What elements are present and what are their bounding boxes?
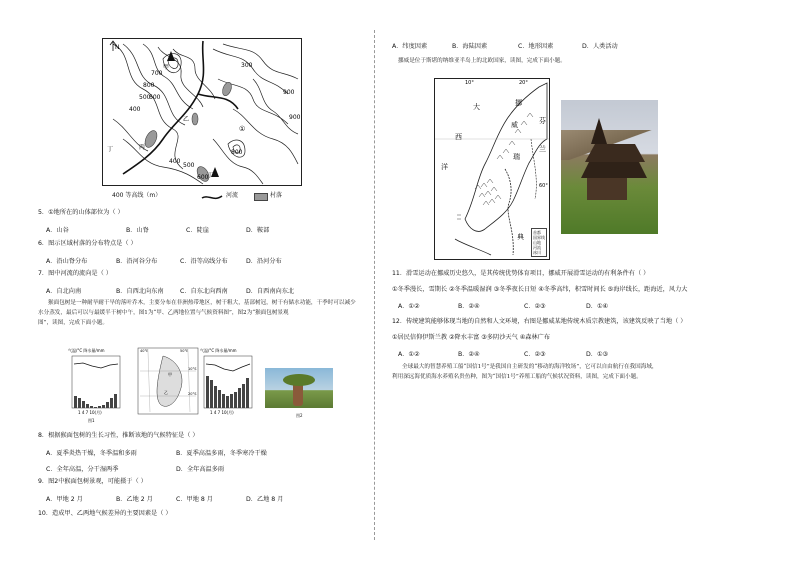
contour-label: 400 <box>169 158 181 165</box>
q6-option-d[interactable]: D．沿河分布 <box>246 258 282 265</box>
contour-label: 300 <box>241 62 253 69</box>
right-column <box>390 0 794 562</box>
ocean-label-1: 大 <box>473 103 480 111</box>
passage-guoxin-1: 全球最大的智慧养殖工船“国信1号”是我国自主研发的“移动的海洋牧场”，它可以自由航行在我国海域， 利用深远海优质海水养殖名贵鱼种，图为“国信1号”养殖工船的气候状况资料，读图，完成下面小题。 <box>392 364 658 380</box>
q10-option-c[interactable]: C．地形因素 <box>518 43 554 50</box>
q5-option-b[interactable]: B．山脊 <box>126 227 149 234</box>
map-point-jia: 甲 <box>168 372 172 377</box>
q11-option-d[interactable]: D．①④ <box>586 303 609 310</box>
figure-climate-baobab <box>68 346 338 426</box>
q10-option-d[interactable]: D．人类活动 <box>582 43 618 50</box>
country-label-4: 兰 <box>539 145 546 153</box>
country-label-1: 挪 <box>515 99 522 107</box>
question-5-stem: 5．①地所在的山体部位为（ ） <box>38 209 124 216</box>
question-11-statements: ①冬季漫长，雪期长 ②冬季温暖湿润 ③冬季夜长日短 ④冬季高纬，积雪时间长 ⑤海岸线长，距海近，风力大 <box>392 286 688 293</box>
q11-option-a[interactable]: A．①② <box>398 303 420 310</box>
ocean-label-3: 洋 <box>441 163 448 171</box>
contour-label: 800 <box>231 149 243 156</box>
question-9-stem: 9．图2中猴面包树景观，可能摄于（ ） <box>38 478 147 485</box>
place-label-jia: 甲 <box>163 64 170 71</box>
map-lat-label: 20°S <box>188 392 197 396</box>
q6-option-c[interactable]: C．沿等高线分布 <box>180 258 228 265</box>
north-label: N <box>115 44 120 51</box>
q5-option-c[interactable]: C．陡崖 <box>186 227 209 234</box>
country-label-6: 典 <box>517 233 524 241</box>
left-column <box>0 0 390 562</box>
lon-label-20: 20° <box>519 80 528 86</box>
country-label-2: 威 <box>511 121 518 129</box>
q12-option-c[interactable]: C．②③ <box>524 351 546 358</box>
country-label-3: 芬 <box>539 117 546 125</box>
contour-label: 900 <box>289 114 301 121</box>
q10-option-b[interactable]: B．海陆因素 <box>452 43 488 50</box>
legend-village: 村落 <box>270 192 283 199</box>
map-lat-label: 10°S <box>188 367 197 371</box>
contour-label: 700 <box>151 70 163 77</box>
legend-contour: 400 等高线（m） <box>112 192 162 199</box>
lon-label-10: 10° <box>465 80 474 86</box>
chart-left-axis-label: 气温/°C 降水量/mm <box>68 348 105 353</box>
q11-option-b[interactable]: B．②④ <box>458 303 480 310</box>
topographic-map <box>102 38 302 186</box>
ocean-label-2: 西 <box>455 133 462 141</box>
norway-map-legend: 首都 国界线 山地 河流 冰川 <box>533 230 545 255</box>
contour-label: 500 <box>183 162 195 169</box>
q9-option-c[interactable]: C．甲地 8 月 <box>176 496 213 503</box>
map-lon-label: 50°E <box>180 349 189 353</box>
map-point-yi: 乙 <box>164 390 168 395</box>
question-11-stem: 11．滑雪运动在挪威历史悠久，是其传统优势体育项目，挪威开展滑雪运动的有利条件有（ ） <box>392 270 650 277</box>
figure-1-caption: 图1 <box>88 418 95 423</box>
q6-option-b[interactable]: B．沿河谷分布 <box>116 258 158 265</box>
question-6-stem: 6．图示区域村落的分布特点是（ ） <box>38 240 137 247</box>
stave-church-photo <box>561 100 658 234</box>
river-legend-icon <box>200 192 224 202</box>
q11-option-c[interactable]: C．②③ <box>524 303 546 310</box>
question-7-stem: 7．图中河流的流向是（ ） <box>38 270 112 277</box>
q7-option-b[interactable]: B．自西北向东南 <box>116 288 164 295</box>
q9-option-a[interactable]: A．甲地 2 月 <box>46 496 83 503</box>
contour-label: 800 <box>143 82 155 89</box>
question-10-stem: 10．造成甲、乙两地气候差异的主要因素是（ ） <box>38 510 172 517</box>
norway-map <box>434 78 550 260</box>
passage-baobab: 猴面包树是一种耐旱耐干旱的落叶乔木，主要分布在非洲热带地区，树干粗大，基部树冠，树干有储水功能，干季时可以减少 水分蒸发，最后可以与最缓半干树中午，图1为“甲、乙两地位置与气候资料图”，图2为“猴面包树景观 图”，读图，完成下面小题。 <box>38 300 356 326</box>
contour-label: 500 <box>139 94 151 101</box>
q9-option-d[interactable]: D．乙地 8 月 <box>246 496 284 503</box>
figure-2-caption: 图2 <box>296 413 303 418</box>
contour-label: 900 <box>283 89 295 96</box>
q12-option-d[interactable]: D．①③ <box>586 351 609 358</box>
q8-option-c[interactable]: C．全年高温，分干湿两季 <box>46 466 119 473</box>
map-lon-label: 40°E <box>140 349 149 353</box>
place-label-ding: 丁 <box>207 172 214 179</box>
q5-option-d[interactable]: D．鞍部 <box>246 227 270 234</box>
column-divider <box>374 30 375 540</box>
contour-map-drawing <box>103 39 301 185</box>
q8-option-b[interactable]: B．夏季高温多雨，冬季寒冷干燥 <box>176 450 267 457</box>
q9-option-b[interactable]: B．乙地 2 月 <box>116 496 153 503</box>
q10-option-a[interactable]: A．纬度因素 <box>392 43 428 50</box>
chart-right-months: 1 4 7 10(月) <box>210 410 234 415</box>
contour-label: 400 <box>129 106 141 113</box>
q12-option-a[interactable]: A．①② <box>398 351 420 358</box>
place-label-ding: 丁 <box>107 146 114 153</box>
question-12-statements: ①居民信仰伊斯兰教 ②降水丰富 ③多阴沙天气 ④森林广布 <box>392 334 551 341</box>
village-legend-icon <box>254 193 268 201</box>
baobab-photo <box>265 368 333 408</box>
q8-option-a[interactable]: A．夏季炎热干燥，冬季温和多雨 <box>46 450 137 457</box>
q5-option-a[interactable]: A．山谷 <box>46 227 69 234</box>
q8-option-d[interactable]: D．全年高温多雨 <box>176 466 225 473</box>
q6-option-a[interactable]: A．沿山脊分布 <box>46 258 88 265</box>
place-label-yi: 乙 <box>183 116 190 123</box>
question-12-stem: 12．传统建筑能够体现当地的自然和人文环境，右图是挪威某地传统木质宗教建筑，该建筑反映了当地（ ） <box>392 318 687 325</box>
place-label-bing: 丙 <box>139 144 146 151</box>
lat-label-60: 60° <box>539 183 548 189</box>
question-8-stem: 8．根据猴面包树的生长习性，推断该地的气候特征是（ ） <box>38 432 199 439</box>
country-label-5: 瑞 <box>513 153 520 161</box>
legend-river: 河流 <box>226 192 239 199</box>
point-label-1: ① <box>239 125 246 133</box>
q7-option-a[interactable]: A．自北向南 <box>46 288 82 295</box>
chart-left-months: 1 4 7 10(月) <box>78 410 102 415</box>
passage-norway: 挪威是位于斯堪的纳维亚半岛上的北欧国家，读图，完成下面小题。 <box>398 58 566 64</box>
q7-option-c[interactable]: C．自东北向西南 <box>180 288 228 295</box>
q12-option-b[interactable]: B．②④ <box>458 351 480 358</box>
contour-label: 600 <box>197 174 209 181</box>
contour-label: 600 <box>149 94 161 101</box>
q7-option-d[interactable]: D．自西南向东北 <box>246 288 295 295</box>
chart-right-axis-label: 气温/°C 降水量/mm <box>200 348 237 353</box>
